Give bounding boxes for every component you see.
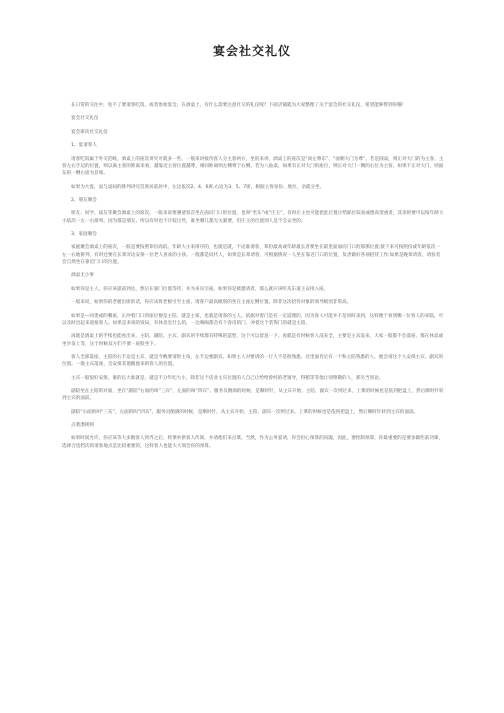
intro-paragraph: 在日常的交往中，免不了要请客吃饭，或者参加宴会。在酒桌上，有什么需要注意社交的礼仪呢？下面店铺就为大家整理了关于宴会的社交礼仪，希望能够帮到你哦！ [71,103,407,108]
body-paragraph: 如果是—同类或的餐座，正冲着门口的座位便是主陪，就是主家，也就是请客的主人。依据对着门是有一定道理的，因为客人可能并不是同时来到，这样便于看到哪一位客人的来临，可以及时出起来迎接客人。如果是多项的饭局，有休息室什么的，一边喝喝都会有个客房的门，冲着这个装饰门的就是主陪。 [62,313,444,326]
section-heading: 宴会社交礼仪 [71,116,99,122]
body-paragraph: 家庭聚会酒桌上的座次，一般是要按照辈份高低、年龄大小来排序的，也就是就，不论谁请客，辈份最高或年龄最长者要坐在最里面面向门口的那那位置;接下来可按照份或年龄依次一左一右地排列，有时还要在长辈旁边安排一位老人喜欢的小孩。一般都是同代人，如果是长辈请客，可根据情况一人坐在靠近门口的位置，负责做好各项招待工作;如果是晚辈请客，请客者会自然坐在靠近门口的位置。 [62,245,441,265]
body-paragraph: 朋友、同学、战友等聚会酒桌上的席次，一般来说要遵请客首坐在面向门口的位置，也叫“坐东”或“庄主”，有时庄主也可能把此位置让给职位较高或德高望重者，其余的要可以按年龄大小依次一左一右排列。因为都是朋友，所以有时也不计较这些，谁坐哪儿都无关紧要，但庄主的位置别人是不会去坐的。 [62,211,444,224]
body-paragraph: 客人全部落座，主陪的右手边是主宾，就是今晚要请的主角，左手边要副宾。如果主人对要请的一行人不是很熟悉，这里面肯定有一个和主陪熟悉的人，他会请这个人安排主宾，副宾的位置。一般主宾落座，会安排其他随他来的客人的位置。 [62,354,444,368]
body-paragraph: 请客吃饭属于外交范畴，酒桌上的座次讲究可就多一些。一般来讲接待客人分主客两方，坐的来讲，酒桌上的座次是“尚左尊东”、“面朝大门为尊”。若是圆桌，则正对大门的为主客，主客左右手边的位置，则以离主客的距离来看，越靠近主客位置越尊，相同距离则左侧尊于右侧。若为八仙桌，如果有正对大门的座位，则正对大门一侧的右位为主客。如果不正对大门，则面东的一侧右席为首席。 [62,156,444,177]
body-paragraph: 如果为大宴，桌与桌间的排列讲究首席居前居中，左边依次2、4、6席,右边为3、5、7席，根据主客身份、地位，亲疏分坐。 [71,184,325,190]
section-heading: 点菜潜规则 [71,423,94,429]
section-heading: 宴会席次社交礼仪 [71,129,108,135]
subsection-heading: 2、朋友聚会 [71,197,97,203]
body-paragraph: 再就是酒桌上的手续也能看出来，主陪、副陪、主宾、副宾的手续都有特殊的造型，这个可以留意一下。再就是有时候客人没来全，主要是主宾没来，大家一般都不会落座，都在休息或坐沙发上等，这个时候双方们不要一屁股坐下。 [62,334,444,347]
section-heading: 酒桌无小事 [71,273,94,279]
body-paragraph: 如果时间允许，你应该等大多数客人到齐之后，将菜单供客人传阅，并请他们来点菜。当然，作为公务宴请，你会担心预算的问题，因此，要控制预算，你最重要的是要多做些前功课，选择合适档次的请客地点是比较重要的，这样客人也能大大领会你的预算。 [62,436,444,449]
body-paragraph: 副陪“右面的叫“三宾”，左面的叫“四宾”。服务员倒酒的时候，是顺时针，从主宾开始，主陪、副宾一次则过来。上菜的时候也是依到把盘上，然后顺时针转到主宾的面前。 [71,409,419,415]
body-paragraph: 如果你是主人，你应该提前到达，然后在靠门位置等待，并为来宾引座。如果你是被邀请者，那么就应该听从东道主安排入座。 [71,286,329,292]
body-paragraph: 一般来说，如果你的老板出席的话，你应该将老板引至主座，请客户最高级别的坐在主座左侧位置。除非这次招待对象的领导级别非常高。 [71,300,352,306]
subsection-heading: 3、家庭聚会 [71,232,97,238]
article-body [62,102,444,456]
subsection-heading: 1、宴请客人 [71,143,97,149]
body-paragraph: 主宾一般很好安排，谁的官大谁就是。就是不分年纪大小，除非这个话业主宾位置的人自己让给给曾经的老领导，得稍等等他让别尊敬的人，那另当别论。 [71,375,384,381]
page-title: 宴会社交礼仪 [212,44,291,58]
body-paragraph: 副陪坐在主陪的对面，坐在“副陪”右面的叫“三宾”，左面的叫“四宾”。服务员倒酒的时候，是顺时针，从主宾开始，主陪，副宾一次则过来，上菜的时候也是依到把盘上，然后顺时针转到主宾的面前。 [62,389,444,402]
